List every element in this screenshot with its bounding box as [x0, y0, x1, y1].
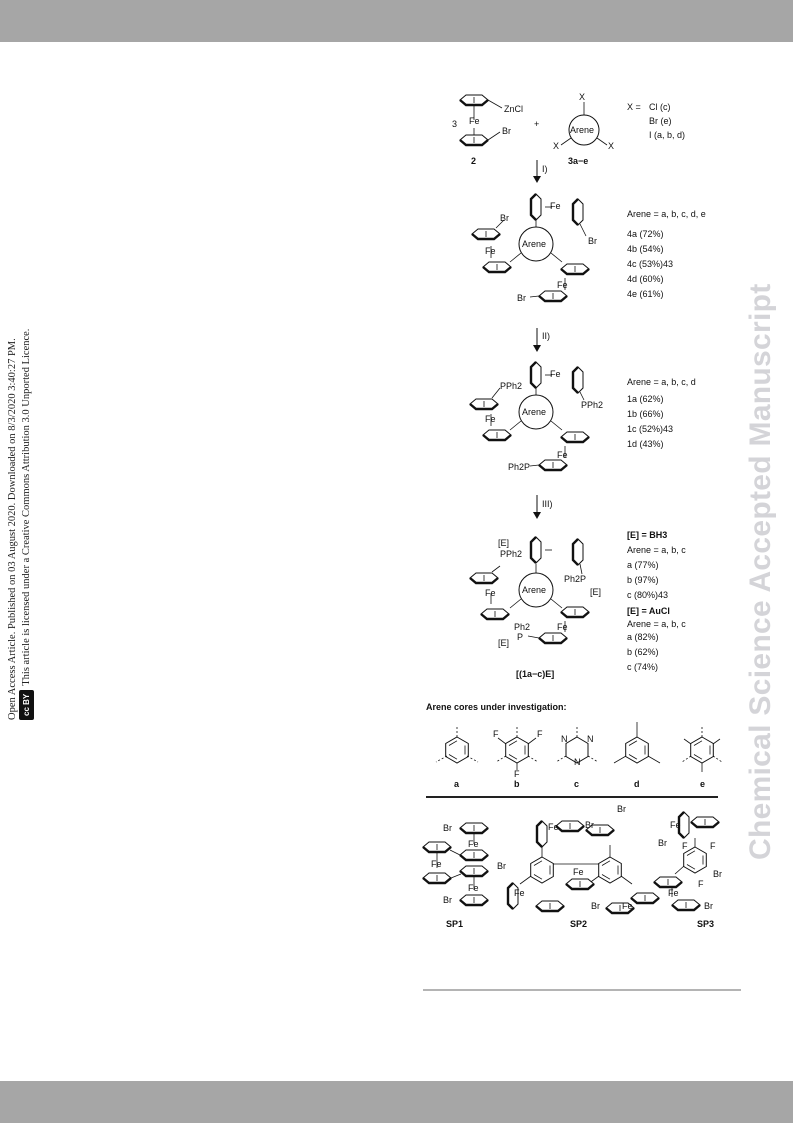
sp2-br-1: Br: [585, 820, 594, 830]
sp1-br-bottom: Br: [443, 895, 452, 905]
step4-arene-note: Arene = a, b, c, d, e: [627, 209, 706, 219]
aucl-heading: [E] = AuCl: [627, 606, 670, 616]
sp3-f-3: F: [698, 879, 704, 889]
compound-1e-p-bottom: P: [517, 632, 524, 642]
reagent-zncl: ZnCl: [504, 104, 524, 114]
sp2-fe-1: Fe: [548, 822, 559, 832]
notice-line-2-text: This article is licensed under a Creative Commons Attribution 3.0 Unported Licence.: [20, 328, 32, 686]
sp2-label: SP2: [570, 919, 588, 929]
yield-bh3-b: b (97%): [627, 575, 659, 585]
x-def-abd: I (a, b, d): [649, 130, 686, 140]
compound-1-fe-top: Fe: [550, 369, 561, 379]
core-a-label: a: [454, 779, 460, 789]
sp1-fe-3: Fe: [468, 883, 479, 893]
yield-4b: 4b (54%): [627, 244, 664, 254]
core-e-label: e: [700, 779, 706, 789]
arene-3-label: Arene: [570, 125, 595, 135]
compound-4-fe-bottom: Fe: [557, 280, 568, 290]
compound-4-br-right: Br: [588, 236, 597, 246]
yield-1d: 1d (43%): [627, 439, 664, 449]
reagent-count: 3: [452, 119, 458, 129]
sp3-br-3: Br: [704, 901, 713, 911]
core-d-label: d: [634, 779, 640, 789]
compound-4-arene: Arene: [522, 239, 547, 249]
aucl-arene-note: Arene = a, b, c: [627, 619, 686, 629]
compound-4-br-left: Br: [500, 213, 509, 223]
compound-1e-e-bottom: [E]: [498, 638, 510, 648]
core-b: [496, 726, 538, 770]
yield-4c: 4c (53%)43: [627, 259, 674, 269]
core-b-f-left: F: [493, 729, 499, 739]
reagent-br: Br: [502, 126, 511, 136]
plus-sign: +: [534, 119, 540, 129]
core-c-n-left: N: [561, 734, 568, 744]
arene-x-right: X: [608, 141, 615, 151]
core-b-label: b: [514, 779, 520, 789]
reagent-2-structure: [460, 95, 502, 145]
sp2-fe-3: Fe: [573, 867, 584, 877]
compound-1e-e-left: [E]: [498, 538, 510, 548]
compound-3-label: 3a−e: [568, 156, 589, 166]
sp3-structure: [654, 812, 719, 910]
arene-x-left: X: [553, 141, 560, 151]
step-2-label: II): [542, 331, 550, 341]
sp1-fe-1: Fe: [468, 839, 479, 849]
sp2-br-3: Br: [497, 861, 506, 871]
sp3-f-2: F: [710, 841, 716, 851]
compound-1-arene: Arene: [522, 407, 547, 417]
sp2-fe-2: Fe: [514, 888, 525, 898]
core-c-n-bottom: N: [574, 757, 581, 767]
sp3-fe-2: Fe: [668, 888, 679, 898]
step-1-label: I): [542, 164, 548, 174]
sp2-fe-4: Fe: [622, 901, 633, 911]
yield-aucl-a: a (82%): [627, 632, 659, 642]
sp3-f-1: F: [682, 841, 688, 851]
notice-line-1: Open Access Article. Published on 03 August 2020. Downloaded on 8/3/2020 3:40:27 PM.: [7, 338, 18, 720]
yield-aucl-c: c (74%): [627, 662, 659, 672]
yield-1c: 1c (52%)43: [627, 424, 674, 434]
core-b-f-bottom: F: [514, 769, 520, 779]
compound-1e-label: [(1a−c)E]: [516, 669, 555, 679]
compound-1e-fe-left: Fe: [485, 588, 496, 598]
yield-1b: 1b (66%): [627, 409, 664, 419]
core-b-f-right: F: [537, 729, 543, 739]
reagent-fe: Fe: [469, 116, 480, 126]
yield-4d: 4d (60%): [627, 274, 664, 284]
cc-by-badge[interactable]: cc BY: [19, 690, 34, 720]
core-d: [614, 722, 660, 763]
sp2-br-2: Br: [617, 804, 626, 814]
compound-4-br-bottom: Br: [517, 293, 526, 303]
x-def-e: Br (e): [649, 116, 672, 126]
step1-arene-note: Arene = a, b, c, d: [627, 377, 696, 387]
footer-rule: [423, 989, 741, 991]
compound-1-fe-bottom: Fe: [557, 450, 568, 460]
compound-1e-arene: Arene: [522, 585, 547, 595]
accepted-manuscript-watermark: Chemical Science Accepted Manuscript: [744, 283, 777, 860]
yield-4a: 4a (72%): [627, 229, 664, 239]
core-a: [436, 726, 478, 763]
arene-3-structure: [561, 102, 607, 145]
compound-1e-fe-bottom: Fe: [557, 622, 568, 632]
yield-bh3-a: a (77%): [627, 560, 659, 570]
bh3-arene-note: Arene = a, b, c: [627, 545, 686, 555]
sp3-br-2: Br: [713, 869, 722, 879]
core-c-label: c: [574, 779, 580, 789]
compound-2-label: 2: [471, 156, 477, 166]
compound-1-pph2-right: PPh2: [581, 400, 604, 410]
compound-4-fe-top: Fe: [550, 201, 561, 211]
yield-bh3-c: c (80%)43: [627, 590, 669, 600]
arene-x-top: X: [579, 92, 586, 102]
compound-1e-pph2-left: PPh2: [500, 549, 523, 559]
yield-aucl-b: b (62%): [627, 647, 659, 657]
sp1-label: SP1: [446, 919, 464, 929]
compound-4-fe-left: Fe: [485, 246, 496, 256]
compound-1e-e-right: [E]: [590, 587, 602, 597]
sp1-br-top: Br: [443, 823, 452, 833]
compound-1-pph2-left: PPh2: [500, 381, 523, 391]
section-divider: [426, 796, 718, 798]
x-def-prefix: X =: [627, 102, 641, 112]
core-e: [682, 726, 722, 772]
sp3-fe-1: Fe: [670, 820, 681, 830]
core-c-n-right: N: [587, 734, 594, 744]
bh3-heading: [E] = BH3: [627, 530, 668, 540]
compound-1-ph2p-bottom: Ph2P: [508, 462, 531, 472]
cores-title: Arene cores under investigation:: [426, 702, 567, 712]
yield-4e: 4e (61%): [627, 289, 664, 299]
sp3-br-1: Br: [658, 838, 667, 848]
sp3-label: SP3: [697, 919, 715, 929]
compound-1e-ph2p-right: Ph2P: [564, 574, 587, 584]
compound-1e-ph2-bottom: Ph2: [514, 622, 531, 632]
x-def-c: Cl (c): [649, 102, 671, 112]
compound-1-fe-left: Fe: [485, 414, 496, 424]
sp2-br-4: Br: [591, 901, 600, 911]
sp1-fe-2: Fe: [431, 859, 442, 869]
step-3-label: III): [542, 499, 553, 509]
yield-1a: 1a (62%): [627, 394, 664, 404]
